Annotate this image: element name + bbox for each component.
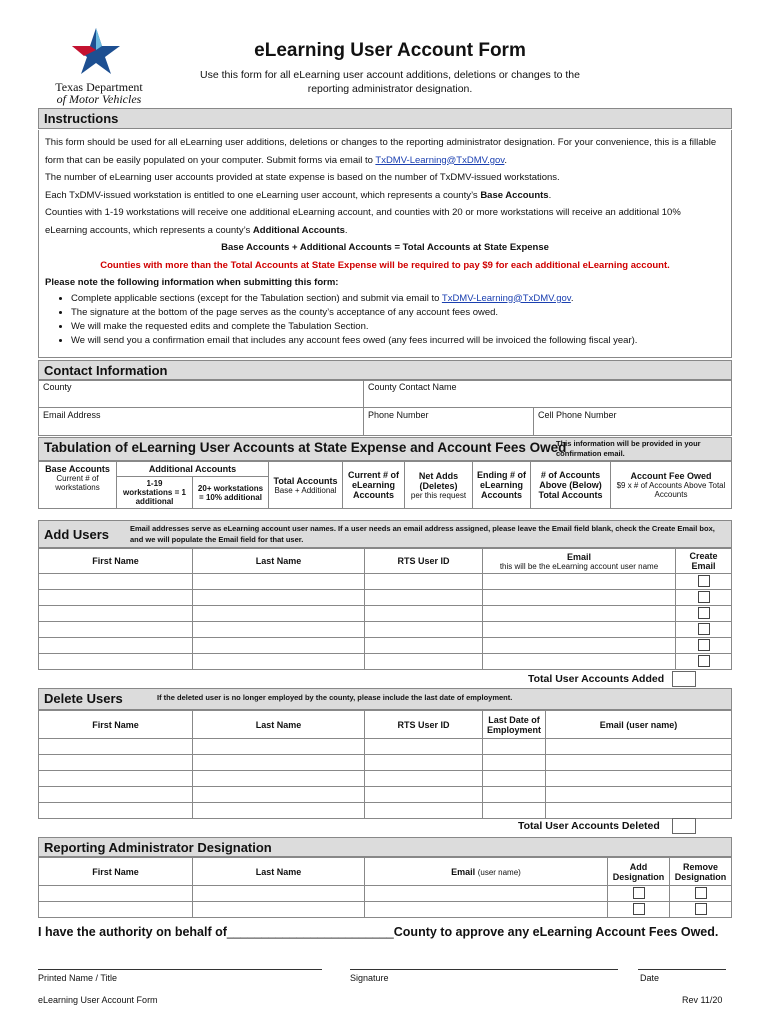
- total-deleted-field[interactable]: [672, 818, 696, 834]
- instr-p3-end: .: [548, 189, 552, 201]
- base-accounts-sub: Current # of workstations: [55, 474, 100, 492]
- contact-table: [38, 379, 732, 436]
- printed-name-line[interactable]: [38, 969, 322, 970]
- additional-1-19-label: 1-19 workstations = 1 additional: [117, 477, 193, 509]
- total-accounts-sub: Base + Additional: [274, 485, 337, 495]
- add-first-name-header: First Name: [39, 549, 193, 574]
- logo-text-1: Texas Department: [55, 80, 143, 94]
- add-users-table: [38, 548, 732, 670]
- date-label: Date: [640, 973, 660, 983]
- phone-field[interactable]: Phone Number: [364, 408, 534, 436]
- del-last-name-header: Last Name: [193, 711, 365, 739]
- del-rts-header: RTS User ID: [365, 711, 483, 739]
- email-field[interactable]: Email Address: [39, 408, 364, 436]
- create-email-checkbox[interactable]: [698, 639, 710, 651]
- table-row[interactable]: [39, 590, 732, 606]
- create-email-checkbox[interactable]: [698, 623, 710, 635]
- table-row[interactable]: [39, 886, 732, 902]
- add-users-note: Email addresses serve as eLearning account user names. If a user needs an email address assigned, please leave the Email field blank, check the Create Email box, and we will populate the Email field for that user.: [130, 524, 715, 544]
- add-rts-header: RTS User ID: [365, 549, 483, 574]
- total-accounts-label: Total Accounts: [273, 475, 338, 486]
- add-designation-checkbox[interactable]: [633, 887, 645, 899]
- total-added-label: Total User Accounts Added: [528, 673, 665, 685]
- net-adds-sub: per this request: [410, 490, 467, 500]
- star-icon: [44, 26, 154, 76]
- bullet-2: • The signature at the bottom of the page serves as the county’s acceptance of any account fees owed.: [71, 306, 725, 320]
- date-line[interactable]: [638, 969, 726, 970]
- instructions-body: [38, 130, 732, 358]
- admin-email-sub: (user name): [477, 867, 521, 877]
- add-designation-header: Add Designation: [608, 858, 670, 886]
- net-adds-label: Net Adds (Deletes): [418, 470, 459, 491]
- current-accounts-label: Current # of eLearning Accounts: [343, 462, 405, 509]
- tabulation-heading: Tabulation of eLearning User Accounts at State Expense and Account Fees Owed: [38, 437, 732, 461]
- signature-line[interactable]: [350, 969, 618, 970]
- add-email-sub: this will be the eLearning account user name: [499, 561, 659, 571]
- del-date-header: Last Date of Employment: [483, 711, 546, 739]
- bullet-1: • Complete applicable sections (except for the Tabulation section) and submit via email to TxDMV-Learning@TxDMV.gov.: [71, 292, 725, 306]
- ending-accounts-label: Ending # of eLearning Accounts: [473, 462, 531, 509]
- fee-owed-sub: $9 x # of Accounts Above Total Accounts: [616, 481, 726, 499]
- email-link[interactable]: TxDMV-Learning@TxDMV.gov: [375, 154, 505, 166]
- instr-p1: This form should be used for all eLearning user additions, deletions or changes to the reporting administrator designation. For your convenience, this is a fillable form that can be easily populated on your computer. Submit forms via email to: [45, 137, 717, 166]
- instructions-heading: Instructions: [38, 108, 732, 129]
- fee-warning: Counties with more than the Total Accounts at State Expense will be required to pay $9 for each additional eLearning account.: [100, 259, 670, 271]
- tabulation-table: [38, 461, 732, 509]
- admin-heading: Reporting Administrator Designation: [38, 837, 732, 857]
- authority-statement: I have the authority on behalf of________________________County to approve any eLearning Account Fees Owed.: [38, 925, 719, 939]
- fee-owed-label: Account Fee Owed: [630, 471, 712, 481]
- admin-first-name-header: First Name: [39, 858, 193, 886]
- table-row[interactable]: [39, 654, 732, 670]
- table-row[interactable]: [39, 574, 732, 590]
- total-added-field[interactable]: [672, 671, 696, 687]
- printed-name-label: Printed Name / Title: [38, 973, 118, 983]
- table-row[interactable]: [39, 739, 732, 755]
- table-row[interactable]: [39, 638, 732, 654]
- footer-right: Rev 11/20: [682, 995, 723, 1005]
- table-row[interactable]: [39, 606, 732, 622]
- cell-field[interactable]: Cell Phone Number: [534, 408, 732, 436]
- del-first-name-header: First Name: [39, 711, 193, 739]
- county-field[interactable]: County: [39, 380, 364, 408]
- instr-p1-end: .: [504, 154, 507, 166]
- delete-users-note: If the deleted user is no longer employed by the county, please include the last date of employment.: [157, 693, 513, 702]
- tabulation-note: This information will be provided in your confirmation email.: [556, 439, 701, 458]
- table-row[interactable]: [39, 803, 732, 819]
- create-email-checkbox[interactable]: [698, 607, 710, 619]
- note-heading: Please note the following information when submitting this form:: [45, 277, 339, 288]
- remove-designation-header: Remove Designation: [670, 858, 732, 886]
- table-row[interactable]: [39, 787, 732, 803]
- base-accounts-label: Base Accounts: [45, 464, 110, 474]
- remove-designation-checkbox[interactable]: [695, 903, 707, 915]
- delete-users-table: [38, 710, 732, 819]
- delete-users-heading: Delete Users: [38, 688, 732, 710]
- txdmv-logo: [44, 26, 154, 104]
- table-row[interactable]: [39, 755, 732, 771]
- admin-email-header: Email: [451, 866, 476, 877]
- county-blank[interactable]: ________________________: [226, 925, 394, 939]
- contact-heading: Contact Information: [38, 360, 732, 381]
- add-designation-checkbox[interactable]: [633, 903, 645, 915]
- instr-p2: The number of eLearning user accounts provided at state expense is based on the number of TxDMV-issued workstations.: [45, 172, 560, 183]
- footer-left: eLearning User Account Form: [38, 995, 158, 1005]
- create-email-checkbox[interactable]: [698, 655, 710, 667]
- bullet-4: • We will send you a confirmation email that includes any account fees owed (any fees incurred will be invoiced the following fiscal year).: [71, 334, 725, 348]
- county-contact-field[interactable]: County Contact Name: [364, 380, 732, 408]
- create-email-checkbox[interactable]: [698, 575, 710, 587]
- table-row[interactable]: [39, 902, 732, 918]
- email-link-2[interactable]: TxDMV-Learning@TxDMV.gov: [441, 292, 571, 304]
- instr-p3-bold: Base Accounts: [480, 189, 549, 201]
- table-row[interactable]: [39, 771, 732, 787]
- bullet-3: • We will make the requested edits and complete the Tabulation Section.: [71, 320, 725, 334]
- page-title: eLearning User Account Form: [254, 40, 526, 61]
- table-row[interactable]: [39, 622, 732, 638]
- create-email-checkbox[interactable]: [698, 591, 710, 603]
- add-users-heading: Add Users: [38, 520, 732, 548]
- total-deleted-label: Total User Accounts Deleted: [518, 820, 660, 832]
- instr-p4-bold: Additional Accounts: [252, 224, 345, 236]
- logo-text-2: of Motor Vehicles: [56, 92, 142, 106]
- instr-p3: Each TxDMV-issued workstation is entitled to one eLearning user account, which represents a county’s: [45, 189, 478, 201]
- accounts-above-label: # of Accounts Above (Below) Total Accounts: [531, 462, 611, 509]
- remove-designation-checkbox[interactable]: [695, 887, 707, 899]
- add-last-name-header: Last Name: [193, 549, 365, 574]
- admin-last-name-header: Last Name: [193, 858, 365, 886]
- additional-20-label: 20+ workstations = 10% additional: [193, 477, 269, 509]
- page-subtitle: Use this form for all eLearning user account additions, deletions or changes to the reporting administrator designation.: [200, 69, 580, 95]
- admin-table: [38, 857, 732, 918]
- instr-p4: Counties with 1-19 workstations will receive one additional eLearning account, and counties with 20 or more workstations will receive an additional 10% eLearning accounts, which represents a county’s: [45, 207, 681, 236]
- formula: Base Accounts + Additional Accounts = Total Accounts at State Expense: [221, 242, 549, 253]
- signature-label: Signature: [350, 973, 389, 983]
- instr-p4-end: .: [344, 224, 348, 236]
- add-email-header: Email: [566, 551, 591, 562]
- additional-accounts-label: Additional Accounts: [117, 462, 269, 477]
- create-email-header: Create Email: [676, 549, 732, 574]
- del-email-header: Email (user name): [546, 711, 732, 739]
